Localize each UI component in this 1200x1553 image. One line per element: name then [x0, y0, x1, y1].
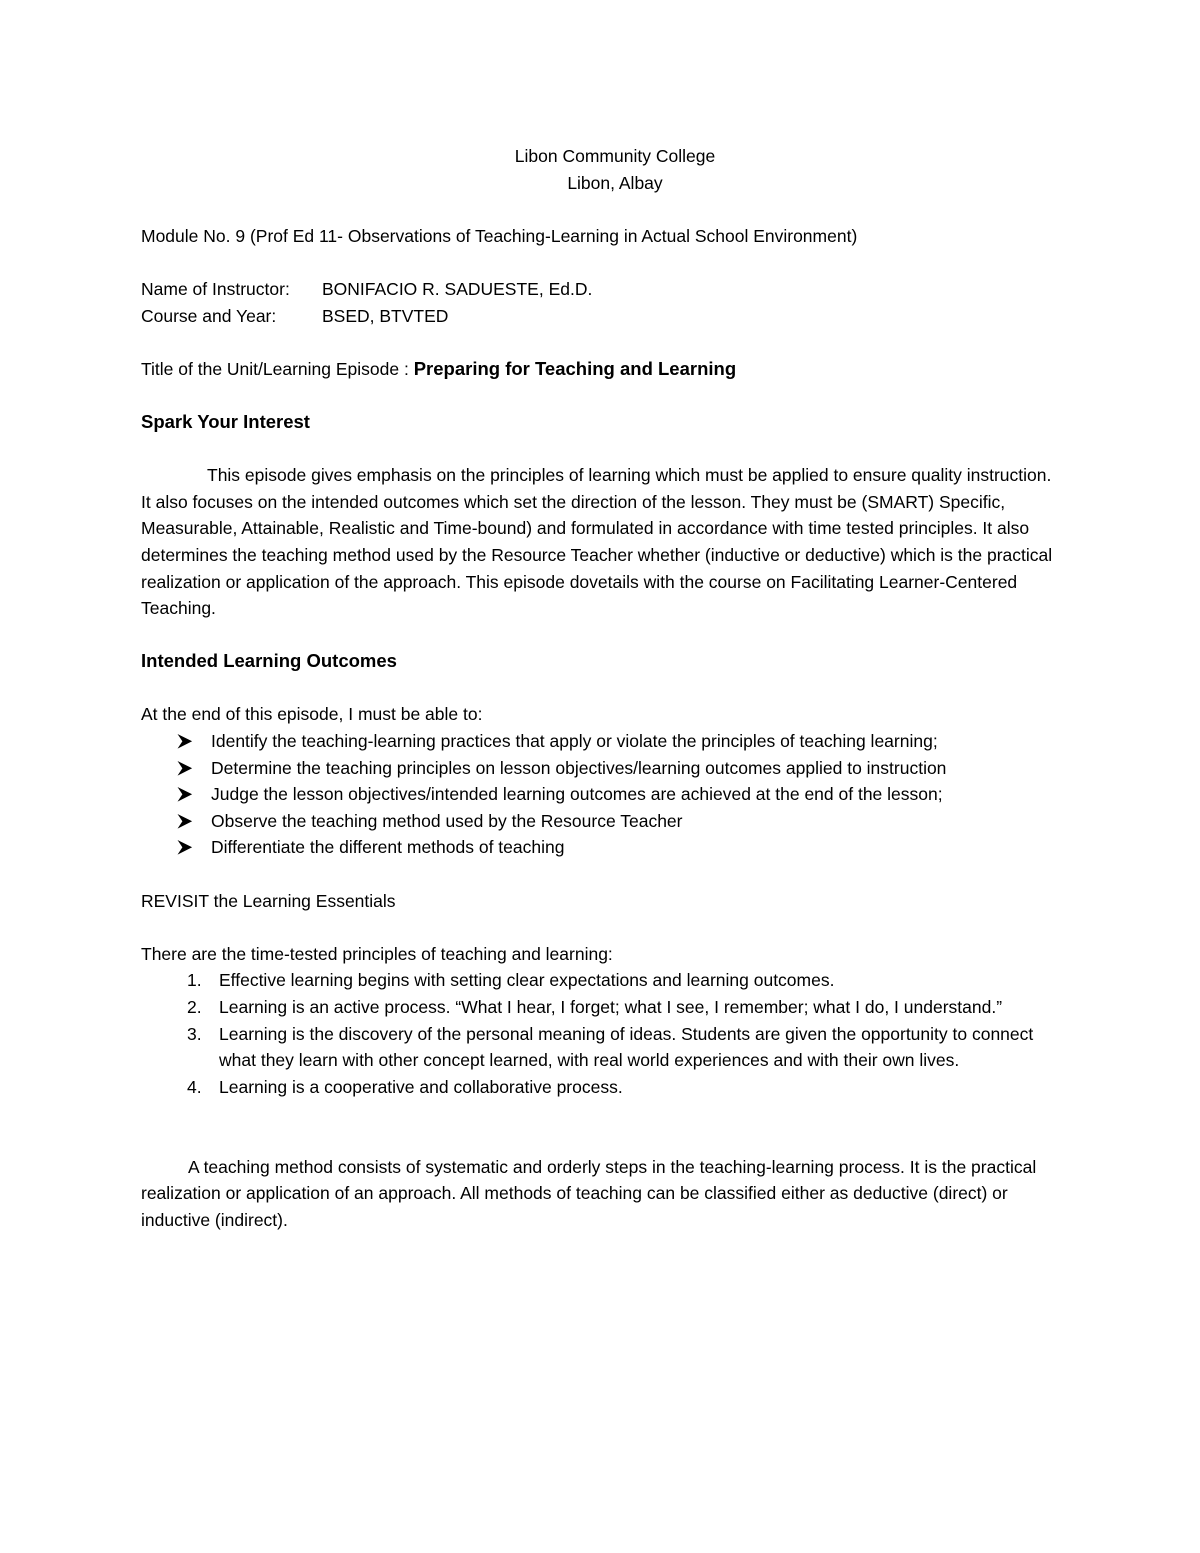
course-row [141, 303, 1061, 330]
outcome-text: Observe the teaching method used by the Resource Teacher [211, 810, 683, 831]
arrowhead-bullet-icon [177, 755, 193, 782]
unit-title-label: Title of the Unit/Learning Episode : [141, 358, 414, 379]
list-number: 3. [187, 1023, 202, 1044]
instructor-value: BONIFACIO R. SADUESTE, Ed.D. [322, 278, 593, 299]
list-number: 4. [187, 1076, 202, 1097]
list-item [141, 834, 1061, 861]
course-value: BSED, BTVTED [322, 305, 449, 326]
outcome-text: Judge the lesson objectives/intended learning outcomes are achieved at the end of the lesson; [211, 784, 943, 805]
principle-text: Effective learning begins with setting clear expectations and learning outcomes. [219, 970, 835, 991]
list-item [141, 728, 1061, 755]
arrowhead-bullet-icon [177, 834, 193, 861]
revisit-heading: REVISIT the Learning Essentials [141, 890, 396, 911]
principles-list [141, 967, 1061, 1100]
outcome-text: Differentiate the different methods of teaching [211, 837, 565, 858]
method-paragraph-text: A teaching method consists of systematic and orderly steps in the teaching-learning process. It is the practical realization or application of an approach. All methods of teaching can be classified either as deductive (direct) or inductive (indirect). [141, 1156, 1037, 1230]
outcomes-heading: Intended Learning Outcomes [141, 650, 397, 672]
method-paragraph [141, 1154, 1061, 1234]
institution-location: Libon, Albay [567, 172, 663, 193]
list-item [141, 994, 1061, 1021]
list-item [141, 1074, 1061, 1101]
arrowhead-bullet-icon [177, 728, 193, 755]
spark-paragraph [141, 462, 1061, 622]
principle-text: Learning is an active process. “What I hear, I forget; what I see, I remember; what I do, I understand.” [219, 997, 1003, 1017]
document-page [141, 143, 1061, 1233]
list-item [141, 755, 1061, 782]
revisit-intro: There are the time-tested principles of teaching and learning: [141, 943, 613, 964]
outcome-text: Identify the teaching-learning practices that apply or violate the principles of teaching learning; [211, 731, 938, 752]
course-label: Course and Year: [141, 305, 277, 326]
list-number: 1. [187, 970, 202, 991]
module-line: Module No. 9 (Prof Ed 11- Observations of Teaching-Learning in Actual School Environment) [141, 225, 858, 246]
list-item [141, 781, 1061, 808]
outcomes-intro: At the end of this episode, I must be able to: [141, 704, 483, 725]
list-item [141, 967, 1061, 994]
unit-title-row [141, 356, 1061, 383]
spark-heading: Spark Your Interest [141, 410, 310, 432]
list-item [141, 1021, 1061, 1074]
unit-title-value: Preparing for Teaching and Learning [413, 357, 737, 379]
list-number: 2. [187, 997, 202, 1017]
outcome-text: Determine the teaching principles on lesson objectives/learning outcomes applied to instruction [211, 757, 947, 778]
outcomes-list [141, 728, 1061, 861]
instructor-label: Name of Instructor: [141, 278, 290, 299]
instructor-row [141, 276, 1061, 303]
institution-name: Libon Community College [514, 146, 716, 166]
arrowhead-bullet-icon [177, 808, 193, 835]
list-item [141, 808, 1061, 835]
principle-text: Learning is a cooperative and collaborative process. [219, 1076, 623, 1097]
principle-text: Learning is the discovery of the personal meaning of ideas. Students are given the opportunity to connect what they learn with other concept learned, with real world experiences and with their own lives. [219, 1023, 1034, 1071]
spark-paragraph-text: This episode gives emphasis on the principles of learning which must be applied to ensure quality instruction. It also focuses on the intended outcomes which set the direction of the lesson. They must be (SMART) Specific, Measurable, Attainable, Realistic and Time-bound) and formulated in accordance with time tested principles. It also determines the teaching method used by the Resource Teacher whether (inductive or deductive) which is the practical realization or application of the approach. This episode dovetails with the course on Facilitating Learner-Centered Teaching. [141, 465, 1053, 619]
arrowhead-bullet-icon [177, 781, 193, 808]
